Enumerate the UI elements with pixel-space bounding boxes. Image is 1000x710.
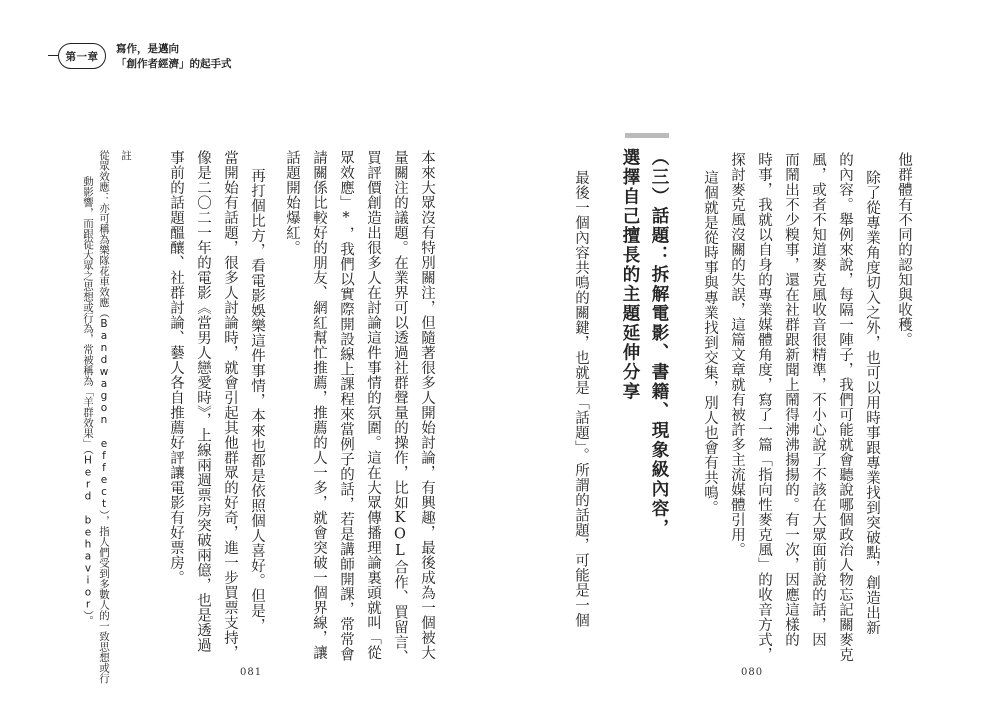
left-body-line-8: 當開始有話題，很多人討論時，就會引起其他群眾的好奇，進一步買票支持， bbox=[222, 150, 238, 660]
page-number-right: 080 bbox=[741, 667, 764, 678]
right-body-line-2: 除了從專業角度切入之外，也可以用時事跟專業找到突破點，創造出新 bbox=[864, 170, 880, 635]
chapter-title bbox=[116, 42, 232, 72]
left-body-line-3: 買評價創造出很多人在討論這件事情的氛圍。這在大眾傳播理論裏頭就叫「從 bbox=[365, 150, 381, 660]
right-body-line-6: 時事，我就以自身的專業媒體角度，寫了一篇「指向性麥克風」的收音方式， bbox=[756, 152, 772, 662]
right-body-after-heading: 最後一個內容共鳴的關鍵，也就是「話題」。所謂的話題，可能是一個 bbox=[573, 170, 589, 628]
left-body-line-5: 請關係比較好的朋友、網紅幫忙推薦，推薦的人一多，就會突破一個界線，讓 bbox=[311, 150, 327, 660]
left-body-line-9: 像是二〇二一年的電影《當男人戀愛時》，上線兩週票房突破兩億，也是透過 bbox=[195, 150, 211, 653]
left-body-line-7: 再打個比方，看電影娛樂這件事情，本來也都是依照個人喜好。但是， bbox=[249, 168, 265, 633]
footnote-line-2: 動影響，而跟從大眾之思想或行為，常被稱為「羊群效果」（Herd behavior）。 bbox=[82, 176, 94, 626]
right-body-line-3: 的內容。舉例來說，每隔一陣子，我們可能就會聽說哪個政治人物忘記關麥克 bbox=[837, 152, 853, 662]
section-heading-line1: （三）話題：拆解電影、書籍、現象級內容， bbox=[649, 148, 669, 538]
chapter-title-line1: 寫作，是邁向 bbox=[116, 43, 179, 55]
right-body-line-4: 風，或者不知道麥克風收音很精準，不小心說了不該在大眾面前說的話，因 bbox=[810, 152, 826, 647]
footnote-label: 註 bbox=[120, 150, 132, 161]
right-body-line-5: 而鬧出不少糗事，還在社群跟新聞上鬧得沸沸揚揚的。有一次，因應這樣的 bbox=[783, 152, 799, 647]
page-number-left: 081 bbox=[240, 667, 263, 678]
right-body-line-7: 探討麥克風沒關的失誤，這篇文章就有被許多主流媒體引用。 bbox=[729, 152, 745, 557]
footnote-line-1: 從眾效應：亦可稱為樂隊花車效應（Bandwagon effect），指人們受到多數人的一致思想或行 bbox=[98, 150, 110, 684]
chapter-rule bbox=[48, 55, 58, 56]
left-body-line-6: 話題開始爆紅。 bbox=[284, 150, 300, 255]
chapter-title-line2: 「創作者經濟」的起手式 bbox=[116, 58, 232, 70]
right-body-line-8: 這個就是從時事與專業找到交集，別人也會有共鳴。 bbox=[702, 170, 718, 515]
left-body-line-10: 事前的話題醞釀、社群討論、藝人各自推薦好評讓電影有好票房。 bbox=[168, 150, 184, 585]
left-body-line-4: 眾效應」*，我們以實際開設線上課程來當例子的話，若是講師開課，常常會 bbox=[338, 150, 354, 662]
chapter-label: 第一章 bbox=[58, 43, 106, 69]
left-body-line-1: 本來大眾沒有特別關注，但隨著很多人開始討論，有興趣，最後成為一個被大 bbox=[419, 150, 435, 660]
heading-accent-bar bbox=[625, 133, 669, 138]
right-body-line-1: 他群體有不同的認知與收穫。 bbox=[896, 152, 912, 347]
left-body-line-2: 量關注的議題。在業界可以透過社群聲量的操作，比如KOL合作、買留言、 bbox=[392, 150, 408, 665]
section-heading-line2: 選擇自己擅長的主題延伸分享 bbox=[620, 148, 640, 402]
